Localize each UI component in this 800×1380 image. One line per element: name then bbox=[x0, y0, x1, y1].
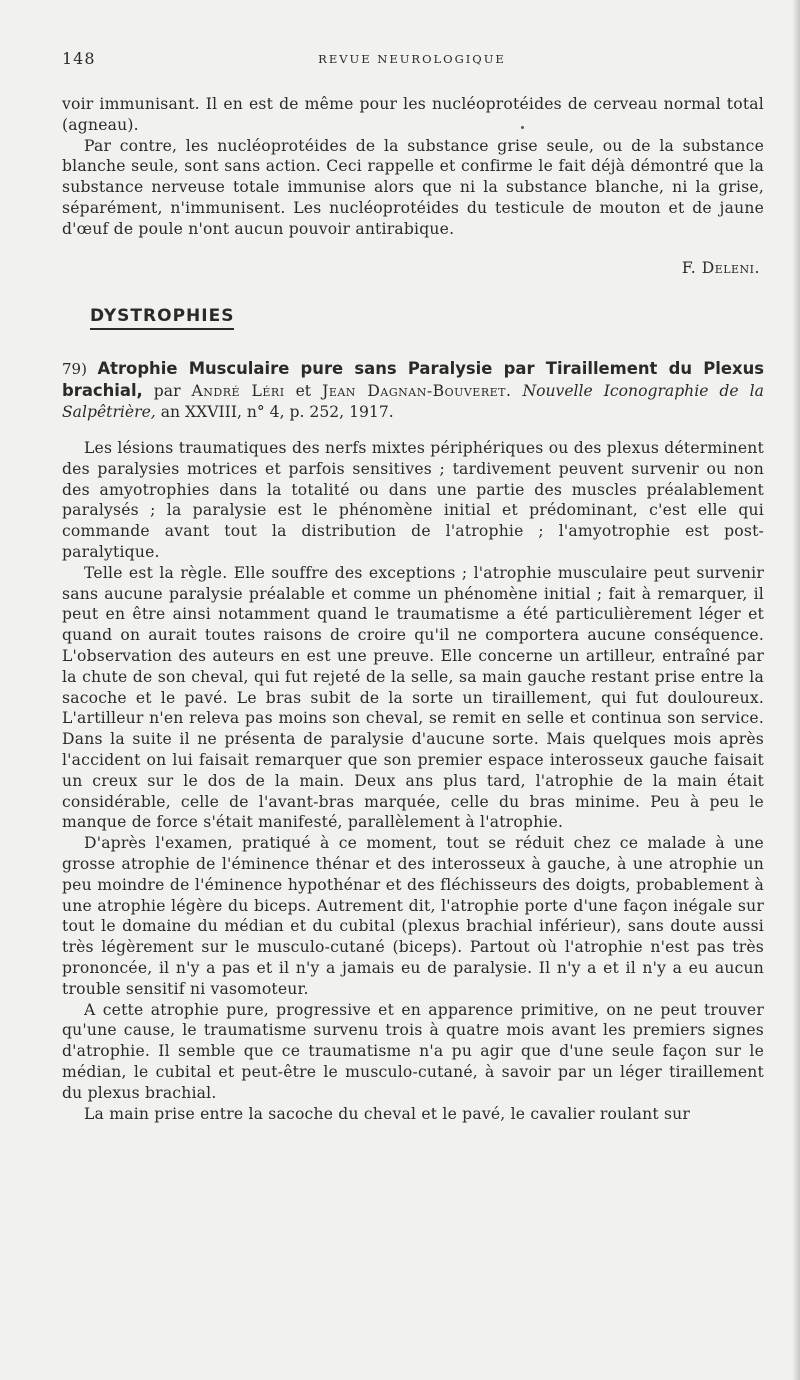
paragraph: La main prise entre la sacoche du cheval et le pavé, le cavalier roulant sur bbox=[84, 1104, 691, 1123]
abstract-by: par bbox=[153, 382, 181, 400]
reviewer-signature: F. Deleni. bbox=[681, 259, 760, 277]
paragraph: Telle est la règle. Elle souffre des exceptions ; l'atrophie musculaire peut survenir sans aucune paralysie préalable et comme un phénomène initial ; fait à remarquer, il peut en être ainsi notamment quand le traumatisme a été particulièrement léger et quand on aurait toutes raisons de croire qu'il ne comportera aucune conséquence. L'observation des auteurs en est une preuve. Elle concerne un artilleur, entraîné par la chute de son cheval, qui fut rejeté de la selle, sa main gauche restant prise entre la sacoche et le pavé. Le bras subit de la sorte un tiraillement, qui fut douloureux. L'artilleur n'en releva pas moins son cheval, se remit en selle et continua son service. Dans la suite il ne présenta de paralysie d'aucune sorte. Mais quelques mois après l'accident on lui faisait remarquer que son premier espace interosseux gauche faisait un creux sur le dos de la main. Deux ans plus tard, l'atrophie de la main était considérable, celle de l'avant-bras marquée, celle du bras minime. Peu à peu le manque de force s'était manifesté, parallèlement à l'atrophie. bbox=[62, 563, 764, 832]
paragraph: voir immunisant. Il en est de même pour les nucléoprotéides de cerveau normal total (agneau). bbox=[62, 95, 764, 134]
journal-name: Nouvelle Iconographie de la Salpêtrière, bbox=[62, 382, 764, 421]
continuation-text bbox=[62, 94, 764, 240]
running-title: REVUE NEUROLOGIQUE bbox=[318, 52, 506, 66]
page-number: 148 bbox=[62, 49, 96, 68]
paragraph: Par contre, les nucléoprotéides de la substance grise seule, ou de la substance blanche seule, sont sans action. Ceci rappelle et confirme le fait déjà démontré que la substance nerveuse totale immunise alors que ni la substance blanche, ni la grise, séparément, n'immunisent. Les nucléoprotéides du testicule de mouton et de jaune d'œuf de poule n'ont aucun pouvoir antirabique. bbox=[62, 136, 764, 238]
paragraph: Les lésions traumatiques des nerfs mixtes périphériques ou des plexus déterminent des paralysies motrices et parfois sensitives ; tardivement peuvent survenir ou non des amyotrophies dans la totalité ou dans une partie des muscles préalablement paralysés ; la paralysie est le phénomène initial et prédominant, c'est elle qui commande avant tout la distribution de l'atrophie ; l'amyotrophie est post-paralytique. bbox=[62, 439, 764, 561]
page-header bbox=[62, 49, 762, 71]
abstract-and: et bbox=[295, 382, 312, 400]
author-2: Jean Dagnan-Bouveret. bbox=[322, 382, 512, 400]
abstract-heading bbox=[62, 358, 764, 423]
author-1: André Léri bbox=[191, 382, 285, 400]
paragraph: A cette atrophie pure, progressive et en apparence primitive, on ne peut trouver qu'une cause, le traumatisme survenu trois à quatre mois avant les premiers signes d'atrophie. Il semble que ce traumatisme n'a pu agir que d'une seule façon sur le médian, le cubital et peut-être le musculo-cutané, à savoir par un léger tiraillement du plexus brachial. bbox=[62, 1000, 764, 1102]
page-edge-shadow bbox=[792, 0, 800, 1380]
abstract-number: 79) bbox=[62, 360, 87, 378]
citation: an XXVIII, n° 4, p. 252, 1917. bbox=[160, 403, 394, 421]
section-heading: DYSTROPHIES bbox=[90, 306, 234, 330]
abstract-body bbox=[62, 438, 764, 1124]
paragraph: D'après l'examen, pratiqué à ce moment, tout se réduit chez ce malade à une grosse atrophie de l'éminence thénar et des interosseux à gauche, à une atrophie un peu moindre de l'éminence hypothénar et des fléchisseurs des doigts, probablement à une atrophie légère du biceps. Autrement dit, l'atrophie porte d'une façon inégale sur tout le domaine du médian et du cubital (plexus brachial inférieur), sans doute aussi très légèrement sur le musculo-cutané (biceps). Partout où l'atrophie n'est pas très prononcée, il n'y a pas et il n'y a jamais eu de paralysie. Il n'y a et il n'y a eu aucun trouble sensitif ni vasomoteur. bbox=[62, 834, 764, 998]
abstract-title: Atrophie Musculaire pure sans Paralysie par Tiraillement du Plexus brachial, bbox=[62, 359, 764, 400]
